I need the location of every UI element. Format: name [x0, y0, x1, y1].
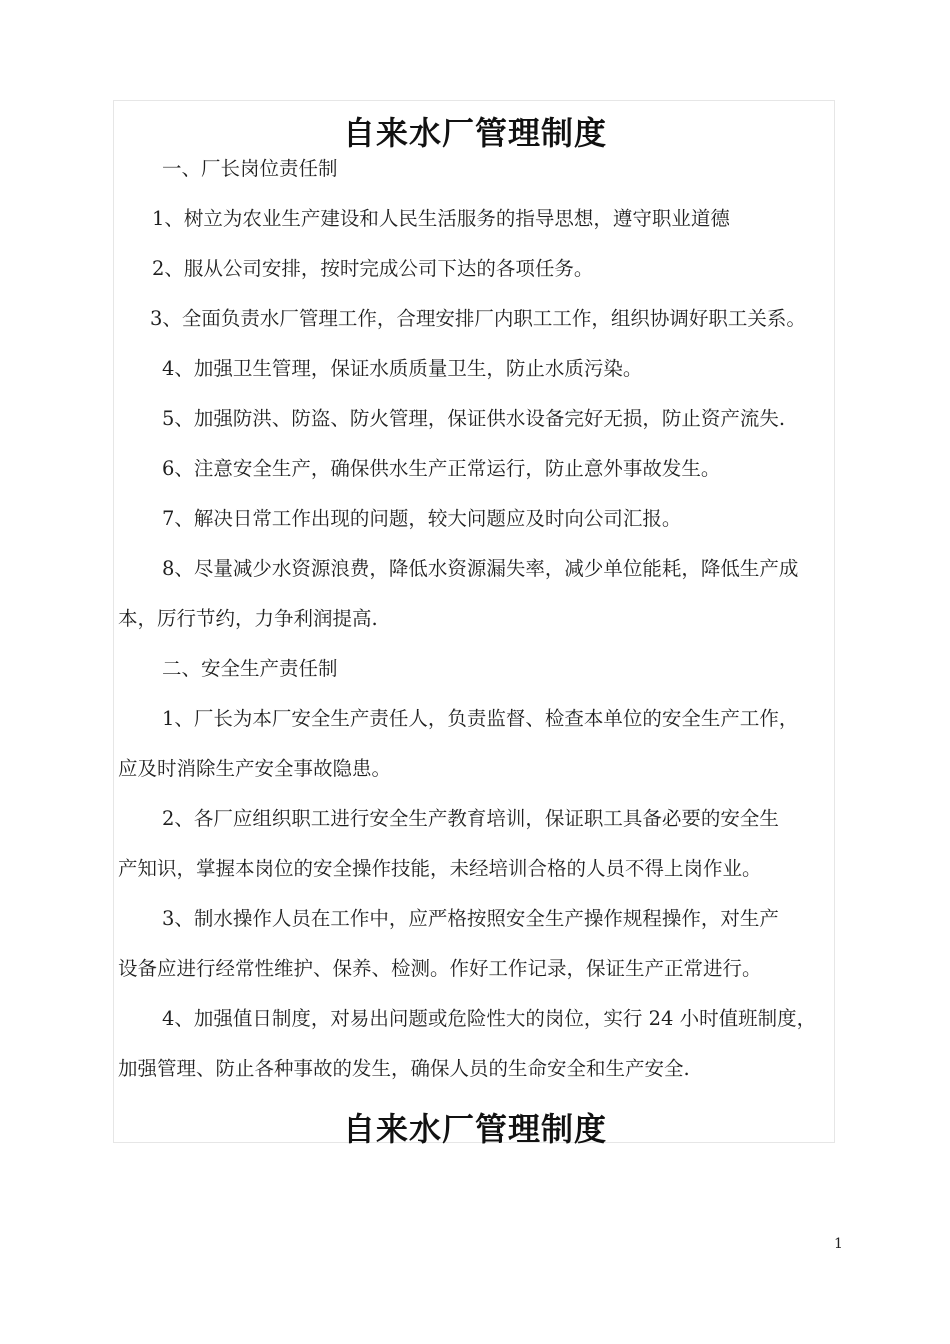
paragraph-line: 5、加强防洪、防盗、防火管理，保证供水设备完好无损，防止资产流失. — [162, 407, 786, 430]
paragraph-line: 4、加强值日制度，对易出问题或危险性大的岗位，实行 24 小时值班制度， — [162, 1007, 817, 1030]
document-title: 自来水厂管理制度 — [342, 114, 607, 153]
paragraph-line: 1、树立为农业生产建设和人民生活服务的指导思想，遵守职业道德 — [152, 207, 730, 230]
page-number: 1 — [834, 1236, 843, 1252]
paragraph-line: 产知识，掌握本岗位的安全操作技能，未经培训合格的人员不得上岗作业。 — [118, 857, 762, 880]
paragraph-line: 3、制水操作人员在工作中，应严格按照安全生产操作规程操作，对生产 — [162, 907, 779, 930]
paragraph-line: 7、解决日常工作出现的问题，较大问题应及时向公司汇报。 — [162, 507, 682, 530]
paragraph-line: 设备应进行经常性维护、保养、检测。作好工作记录，保证生产正常进行。 — [118, 957, 762, 980]
document-title-repeat: 自来水厂管理制度 — [342, 1110, 607, 1149]
paragraph-line: 2、服从公司安排，按时完成公司下达的各项任务。 — [152, 257, 594, 280]
paragraph-line: 本，厉行节约，力争利润提高. — [118, 607, 378, 630]
paragraph-line: 4、加强卫生管理，保证水质质量卫生，防止水质污染。 — [162, 357, 643, 380]
paragraph-line: 8、尽量减少水资源浪费，降低水资源漏失率，减少单位能耗，降低生产成 — [162, 557, 799, 580]
section-heading-2: 二、安全生产责任制 — [162, 657, 338, 680]
section-heading-1: 一、厂长岗位责任制 — [162, 157, 338, 180]
paragraph-line: 1、厂长为本厂安全生产责任人，负责监督、检查本单位的安全生产工作， — [162, 707, 799, 730]
paragraph-line: 应及时消除生产安全事故隐患。 — [118, 757, 392, 780]
paragraph-line: 2、各厂应组织职工进行安全生产教育培训，保证职工具备必要的安全生 — [162, 807, 779, 830]
paragraph-line: 3、全面负责水厂管理工作，合理安排厂内职工工作，组织协调好职工关系。 — [150, 307, 806, 330]
paragraph-line: 6、注意安全生产，确保供水生产正常运行，防止意外事故发生。 — [162, 457, 721, 480]
paragraph-line: 加强管理、防止各种事故的发生，确保人员的生命安全和生产安全. — [118, 1057, 690, 1080]
